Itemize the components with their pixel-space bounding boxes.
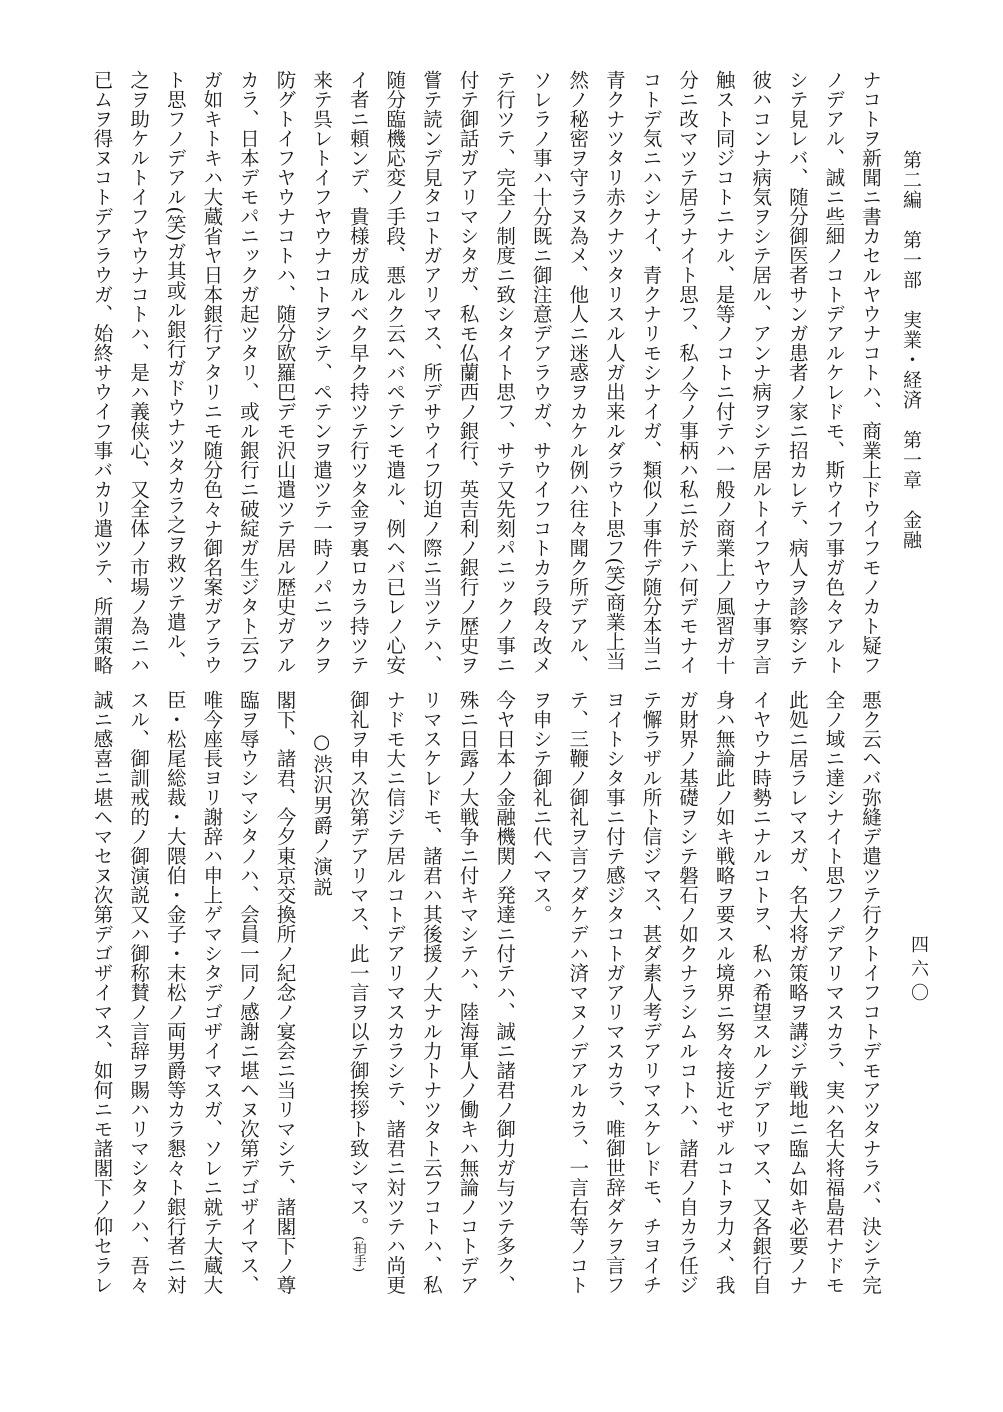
text-line: 悪ク云ヘバ弥縫デ遣ツテ行クトイフコトデモアツタナラバ、決シテ完	[859, 690, 882, 1295]
text-line: テ懈ラザル所ト信ジマス、甚ダ素人考デアリマスケレドモ、チヨイチ	[639, 690, 663, 1295]
text-line: 防グトイフヤウナコトハ、随分欧羅巴デモ沢山遣ツテ居ル歴史ガアル	[273, 70, 297, 675]
text-line: 此処ニ居ラレマスガ、名大将ガ策略ヲ講ジテ戦地ニ臨ム如キ必要ノナ	[785, 690, 809, 1295]
text-line: スル、御訓戒的ノ御演説又ハ御称賛ノ言辞ヲ賜ハリマシタノハ、吾々	[127, 690, 151, 1295]
text-line: イ者ニ頼ンデ、貴様ガ成ルベク早ク持ツテ行ツタ金ヲ裏ロカラ持ツテ	[346, 70, 370, 675]
text-line: ト思フノデアル(笑)ガ其或ル銀行ガドウナツタカラ之ヲ救ツテ遣ル、	[163, 70, 187, 671]
page-number: 四六〇	[908, 935, 929, 1007]
text-line: 嘗テ読ンデ見タコトガアリマス、所デサウイフ切迫ノ際ニ当ツテハ、	[419, 70, 443, 675]
lower-text-block	[68, 690, 888, 1350]
upper-text-block	[68, 70, 888, 676]
text-line: 彼ハコンナ病気ヲシテ居ル、アンナ病ヲシテ居ルトイフヤウナ事ヲ言	[749, 70, 773, 675]
text-line: 然ノ秘密ヲ守ラヌ為メ、他人ニ迷惑ヲカケル例ハ往々聞ク所デアル、	[566, 70, 590, 675]
text-line: 分ニ改マツテ居ラナイト思フ、私ノ今ノ事柄ハ私ニ於テハ何デモナイ	[676, 70, 700, 675]
text-line: 臨ヲ辱ウシマシタノハ、会員一同ノ感謝ニ堪ヘヌ次第デゴザイマス、	[236, 690, 260, 1295]
text-line-with-note	[339, 690, 376, 1350]
speech-heading: ○渋沢男爵ノ演説	[310, 730, 334, 898]
text-line: テ行ツテ、完全ノ制度ニ致シタイト思フ、サテ又先刻パニックノ事ニ	[493, 70, 517, 675]
text-line: コトデ気ニハシナイ、青クナリモシナイガ、類似ノ事件デ随分本当ニ	[639, 70, 663, 675]
text-line: 御礼ヲ申ス次第デアリマス、此一言ヲ以テ御挨拶ト致シマス。	[346, 690, 370, 1236]
applause-note: (拍手)	[350, 1236, 366, 1273]
text-line: 来テ呉レトイフヤウナコトヲシテ、ペテンヲ遣ツテ一時ノパニックヲ	[310, 70, 334, 675]
text-line: テ、三鞭ノ御礼ヲ言フダケデハ済マヌノデアルカラ、一言右等ノコト	[566, 690, 590, 1295]
text-line: ナドモ大ニ信ジテ居ルコトデアリマスカラシテ、諸君ニ対ツテハ尚更	[383, 690, 407, 1295]
text-line: 身ハ無論此ノ如キ戦略ヲ要スル境界ニ努々接近セザルコトヲ力メ、我	[712, 690, 736, 1295]
text-line: 誠ニ感喜ニ堪ヘマセヌ次第デゴザイマス、如何ニモ諸閣下ノ仰セラレ	[90, 690, 114, 1295]
text-line: ガ財界ノ基礎ヲシテ磐石ノ如クナラシムルコトハ、諸君ノ自カラ任ジ	[676, 690, 700, 1295]
text-line: ナコトヲ新聞ニ書カセルヤウナコトハ、商業上ドウイフモノカト疑フ	[859, 70, 882, 675]
text-line: 今ヤ日本ノ金融機関ノ発達ニ付テハ、誠ニ諸君ノ御力ガ与ツテ多ク、	[493, 690, 517, 1295]
text-line: 閣下、諸君、今夕東京交換所ノ紀念ノ宴会ニ当リマシテ、諸閣下ノ尊	[273, 690, 297, 1295]
text-line: 付テ御話ガアリマシタガ、私モ仏蘭西ノ銀行、英吉利ノ銀行ノ歴史ヲ	[456, 70, 480, 675]
text-line: 臣・松尾総裁・大隈伯・金子・末松ノ両男爵等カラ懇々ト銀行者ニ対	[163, 690, 187, 1295]
text-line: ソレラノ事ハ十分既ニ御注意デアラウガ、サウイフコトカラ段々改メ	[529, 70, 553, 675]
text-line: ガ如キトキハ大蔵省ヤ日本銀行アタリニモ随分色々ナ御名案ガアラウ	[200, 70, 224, 675]
text-line: ノデアル、誠ニ些細ノコトデアルケレドモ、斯ウイフ事ガ色々アルト	[822, 70, 846, 675]
text-line: カラ、日本デモパニックガ起ツタリ、或ル銀行ニ破綻ガ生ジタト云フ	[236, 70, 260, 675]
text-line: 随分臨機応変ノ手段、悪ルク云ヘバペテンモ遣ル、例ヘバ已レノ心安	[383, 70, 407, 675]
text-line: 青クナツタリ赤クナツタリスル人ガ出来ルダラウト思フ(笑)商業上当	[602, 70, 626, 671]
text-line: リマスケレドモ、諸君ハ其後援ノ大ナル力トナツタト云フコトハ、私	[419, 690, 443, 1295]
text-line: 殊ニ日露ノ大戦争ニ付キマシテハ、陸海軍人ノ働キハ無論ノコトデア	[456, 690, 480, 1295]
text-line: 唯今座長ヨリ謝辞ハ申上ゲマシタデゴザイマスガ、ソレニ就テ大蔵大	[200, 690, 224, 1295]
text-line: ヲ申シテ御礼ニ代ヘマス。	[529, 690, 553, 924]
running-header: 第二編 第一部 実業・経済 第一章 金融	[900, 150, 922, 550]
text-line: シテ見レバ、随分御医者サンガ患者ノ家ニ招カレテ、病人ヲ診察シテ	[785, 70, 809, 675]
text-line: 全ノ域ニ達シナイト思フノデアリマスカラ、実ハ名大将福島君ナドモ	[822, 690, 846, 1295]
text-line: イヤウナ時勢ニナルコトヲ、私ハ希望スルノデアリマス、又各銀行自	[749, 690, 773, 1295]
text-line: ヨイトシタ事ニ付テ感ジタコトガアリマスカラ、唯御世辞ダケヲ言フ	[602, 690, 626, 1295]
text-line: 触スト同ジコトニナル、是等ノコトニ付テハ一般ノ商業上ノ風習ガ十	[712, 70, 736, 675]
text-line: 已ムヲ得ヌコトデアラウガ、始終サウイフ事バカリ遣ツテ、所謂策略	[90, 70, 114, 675]
text-line: 之ヲ助ケルトイフヤウナコトハ、是ハ義侠心、又全体ノ市場ノ為ニハ	[127, 70, 151, 675]
